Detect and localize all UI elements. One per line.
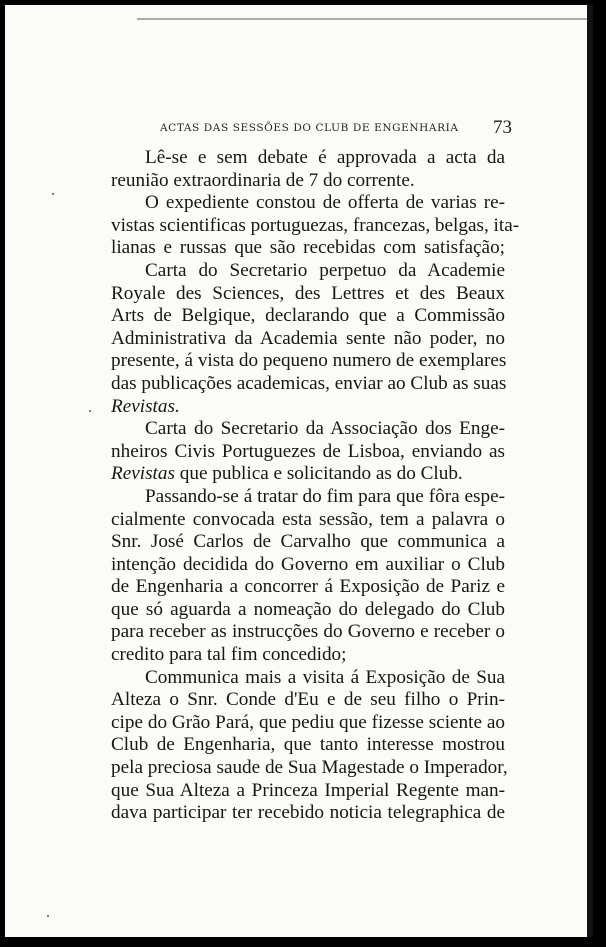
running-header: ACTAS DAS SESSÕES DO CLUB DE ENGENHARIA <box>160 122 459 134</box>
text-line: cialmente convocada esta sessão, tem a palavra o <box>111 508 505 530</box>
italic-word: Revistas <box>111 463 175 485</box>
text-line: nheiros Civis Portuguezes de Lisboa, enviando as <box>111 440 505 462</box>
text-line: Arts de Belgique, declarando que a Commissão <box>111 305 505 327</box>
page-number: 73 <box>493 117 512 138</box>
text-line: que Sua Alteza a Princeza Imperial Regente man- <box>111 779 505 801</box>
text-line: Passando-se á tratar do fim para que fôra espe- <box>145 485 505 507</box>
text-line: O expediente constou de offerta de varias re- <box>145 192 505 214</box>
text-line: Communica mais a visita á Exposição de Sua <box>145 666 505 688</box>
text-line: das publicações academicas, enviar ao Club as suas <box>111 372 507 394</box>
paragraph <box>111 192 520 260</box>
text-line: lianas e russas que são recebidas com satisfação; <box>111 237 505 259</box>
body-text <box>111 147 520 825</box>
top-scan-rule <box>137 18 589 20</box>
text-line: para receber as instrucções do Governo e receber o <box>111 621 505 643</box>
book-page <box>5 5 593 937</box>
text-line: dava participar ter recebido noticia telegraphica de <box>111 802 505 824</box>
paper-speck <box>52 193 54 195</box>
paragraph <box>111 418 505 486</box>
text-line: Alteza o Snr. Conde d'Eu e de seu filho o Prin- <box>111 689 505 711</box>
paragraph <box>111 486 505 667</box>
text-line: reunião extraordinaria de 7 do corrente. <box>111 169 415 191</box>
text-line: que só aguarda a nomeação do delegado do Club <box>111 598 505 620</box>
paper-speck <box>47 915 49 917</box>
scan-edge-bar <box>587 5 593 937</box>
text-line: credito para tal fim concedido; <box>111 644 347 666</box>
text-line: Carta do Secretario da Associação dos Enge- <box>145 418 505 440</box>
text-line: Royale des Sciences, des Lettres et des Beaux <box>111 282 505 304</box>
text-line: vistas scientificas portuguezas, francezas, belgas, ita- <box>111 214 520 236</box>
paragraph <box>111 666 508 825</box>
text-line: pela preciosa saude de Sua Magestade o Imperador, <box>111 757 508 779</box>
text-line: Revistas. <box>111 395 180 417</box>
text-line: intenção decidida do Governo em auxiliar o Club <box>111 553 505 575</box>
text-line: cipe do Grão Pará, que pediu que fizesse sciente ao <box>111 711 505 733</box>
text-line: Lê-se e sem debate é approvada a acta da <box>145 147 505 168</box>
paragraph <box>111 147 505 192</box>
paper-speck <box>89 410 91 412</box>
text-line: de Engenharia a concorrer á Exposição de Pariz e <box>111 576 505 598</box>
text-line: Club de Engenharia, que tanto interesse mostrou <box>111 734 505 756</box>
text-line: Administrativa da Academia sente não poder, no <box>111 327 505 349</box>
text-line: Carta do Secretario perpetuo da Academie <box>145 259 505 281</box>
text-line: presente, á vista do pequeno numero de exemplares <box>111 350 507 372</box>
text-line: Revistas que publica e solicitando as do Club. <box>111 463 463 485</box>
text-line: Snr. José Carlos de Carvalho que communica a <box>111 531 505 553</box>
paragraph <box>111 260 505 418</box>
